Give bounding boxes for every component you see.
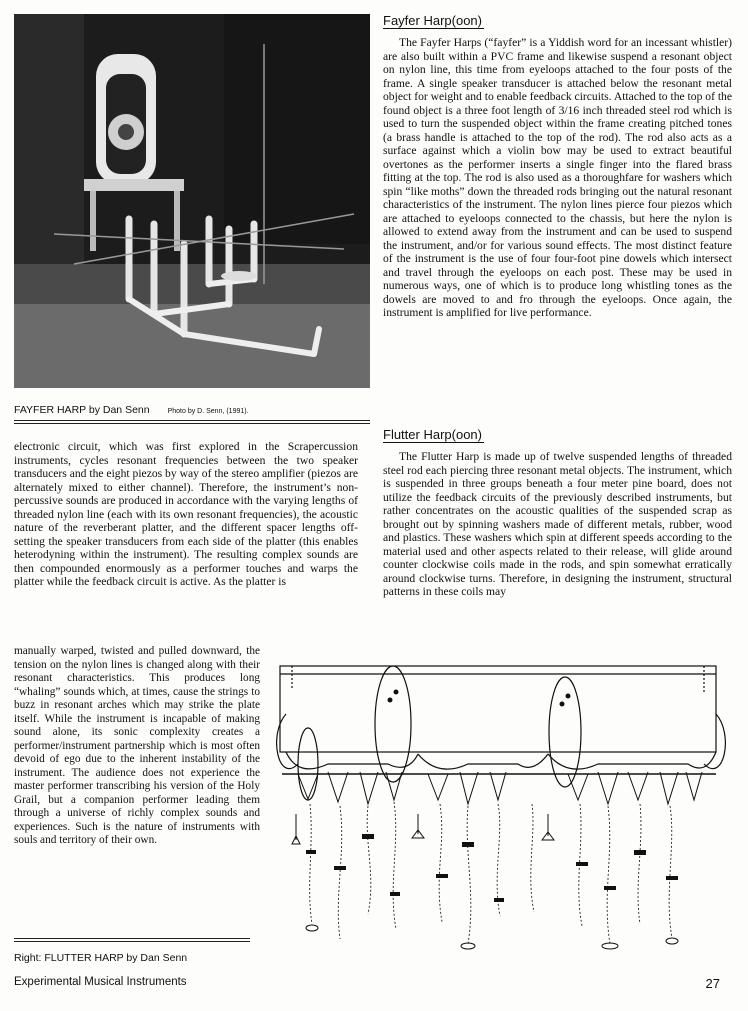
fayfer-harp-photo [14,14,370,388]
diagram-caption: Right: FLUTTER HARP by Dan Senn [14,952,188,964]
photo-caption-title: FAYFER HARP by Dan Senn [14,404,150,416]
left-column-text-top: electronic circuit, which was first explored in the Scrapercussion instruments, cycles resonant frequencies between the two speaker transducers and the eight piezos by way of the stereo amplifier (piezos are alternately mixed to either channel). Therefore, the instrument’s non-percussive sounds are produced in accordance with the varying lengths of threaded nylon line (each with its own resonant frequencies), the acoustic nature of the reverberant platter, and the different spacer lengths off-setting the speaker transducers from each side of the platter (this enables heterodyning within the instrument). The resulting complex sounds are then compounded enormously as a performer touches and warps the platter while the feedback circuit is active. As the platter is [14,440,358,588]
page-number: 27 [705,976,720,991]
flutter-body: The Flutter Harp is made up of twelve suspended lengths of threaded steel rod each piercing three resonant metal objects. The instrument, which is suspended in three groups beneath a four meter pine board, does not utilize the feedback circuits of the previously described instruments, but rather concentrates on the acoustic qualities of the suspended scrap as brought out by spinning washers made of different metals, rubber, wood and plastics. These washers which spin at different speeds according to the material used and other aspects related to their release, will glide around counter clockwise coils made in the rods, and spin somewhat erratically around clockwise turns. Therefore, in designing the instrument, structural patterns in these coils may [383,450,732,598]
flutter-harp-diagram [268,654,734,954]
diagram-caption-rule [14,938,250,942]
flutter-heading-text: Flutter Harp(oon) [383,427,482,442]
photo-caption [14,400,370,418]
fayfer-heading-text: Fayfer Harp(oon) [383,13,482,28]
fayfer-body: The Fayfer Harps (“fayfer” is a Yiddish word for an incessant whistler) are also built within a PVC frame and likewise suspend a resonant object on nylon line, this time from eyeloops attached to the four posts of the frame. A single speaker transducer is attached below the resonant metal object for weight and to enable feedback circuits. Attached to the top of the found object is a three foot length of 3/16 inch threaded steel rod which is used to turn the suspended object within the frame creating pitched tones (a brass handle is attached to the top of the rod). The rod also acts as a surface against which a violin bow may be used to extract beautiful overtones as the performer inserts a single finger into the flared brass fitting at the top. The rod is also used as a thoroughfare for washers which spin “like moths” down the threaded rods bringing out the natural resonant characteristics of the instrument. The nylon lines pierce four piezos which are attached to eyeloops connected to the chassis, but here the nylon is allowed to extend away from the instrument and can be used to suspend the instrument, and/or for various sound effects. The most distinct feature of the instrument is the use of four four-foot pine dowels which intersect and travel through the eyeloops on each post. These may be used in numerous ways, one of which is to produce long whistling tones as the dowels are moved to and fro through the eyeloops. Once again, the instrument is amplified for live performance. [383,36,732,319]
photo-caption-credit: Photo by D. Senn, (1991). [167,408,249,415]
fayfer-heading [383,12,484,30]
flutter-heading [383,426,484,444]
footer-publication: Experimental Musical Instruments [14,976,187,988]
left-column-text-bottom: manually warped, twisted and pulled downward, the tension on the nylon lines is changed along with their resonant characteristics. This produces long “whaling” sounds which, at times, cause the strings to buzz in resonant arches which may strike the plate itself. While the instrument is incapable of making sound alone, its sonic complexity creates a performer/instrument partnership which is most often devoid of ego due to the inherent instability of the instrument. The audience does not experience the master performer transcribing his version of the Holy Grail, but a companion performer leading them through a universe of richly complex sounds and experiences. Such is the nature of instruments with souls and territory of their own. [14,645,260,846]
caption-rule [14,420,370,424]
